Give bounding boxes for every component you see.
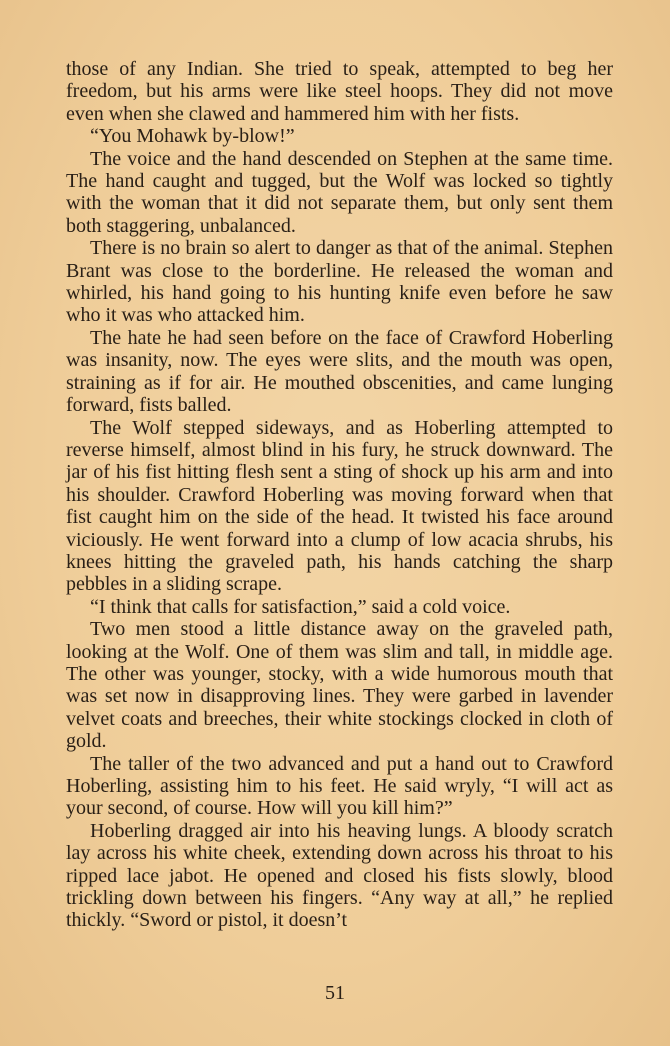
paragraph: those of any Indian. She tried to speak, attempted to beg her freedom, but his arms were like steel hoops. They did not move even when she clawed and hammered him with her fists. (66, 58, 613, 125)
page-number: 51 (325, 982, 345, 1004)
paragraph: Two men stood a little distance away on the graveled path, looking at the Wolf. One of them was slim and tall, in middle age. The other was younger, stocky, with a wide humorous mouth that was set now in disapproving lines. They were garbed in lavender velvet coats and breeches, their white stockings clocked in cloth of gold. (66, 618, 613, 753)
body-text (66, 58, 613, 932)
paragraph: “I think that calls for satisfaction,” said a cold voice. (90, 595, 511, 618)
paragraph: “You Mohawk by-blow!” (90, 125, 295, 148)
paragraph: The voice and the hand descended on Stephen at the same time. The hand caught and tugged, but the Wolf was locked so tightly with the woman that it did not separate them, but only sent them both staggering, unbalanced. (66, 147, 613, 237)
paragraph: Hoberling dragged air into his heaving lungs. A bloody scratch lay across his white cheek, extending down across his throat to his ripped lace jabot. He opened and closed his fists slowly, blood trickling down between his fingers. “Any way at all,” he replied thickly. “Sword or pistol, it doesn’t (66, 819, 613, 932)
paragraph: The taller of the two advanced and put a hand out to Crawford Hoberling, assisting him to his feet. He said wryly, “I will act as your second, of course. How will you kill him?” (66, 752, 613, 820)
paragraph: The Wolf stepped sideways, and as Hoberling attempted to reverse himself, almost blind in his fury, he struck downward. The jar of his fist hitting flesh sent a sting of shock up his arm and into his shoulder. Crawford Hoberling was moving forward when that fist caught him on the side of the head. It twisted his face around viciously. He went forward into a clump of low acacia shrubs, his knees hitting the graveled path, his hands catching the sharp pebbles in a sliding scrape. (66, 416, 613, 596)
paragraph: The hate he had seen before on the face of Crawford Hoberling was insanity, now. The eyes were slits, and the mouth was open, straining as if for air. He mouthed obscenities, and came lunging forward, fists balled. (66, 326, 613, 417)
paragraph: There is no brain so alert to danger as that of the animal. Stephen Brant was close to the borderline. He released the woman and whirled, his hand going to his hunting knife even before he saw who it was who attacked him. (66, 237, 613, 327)
